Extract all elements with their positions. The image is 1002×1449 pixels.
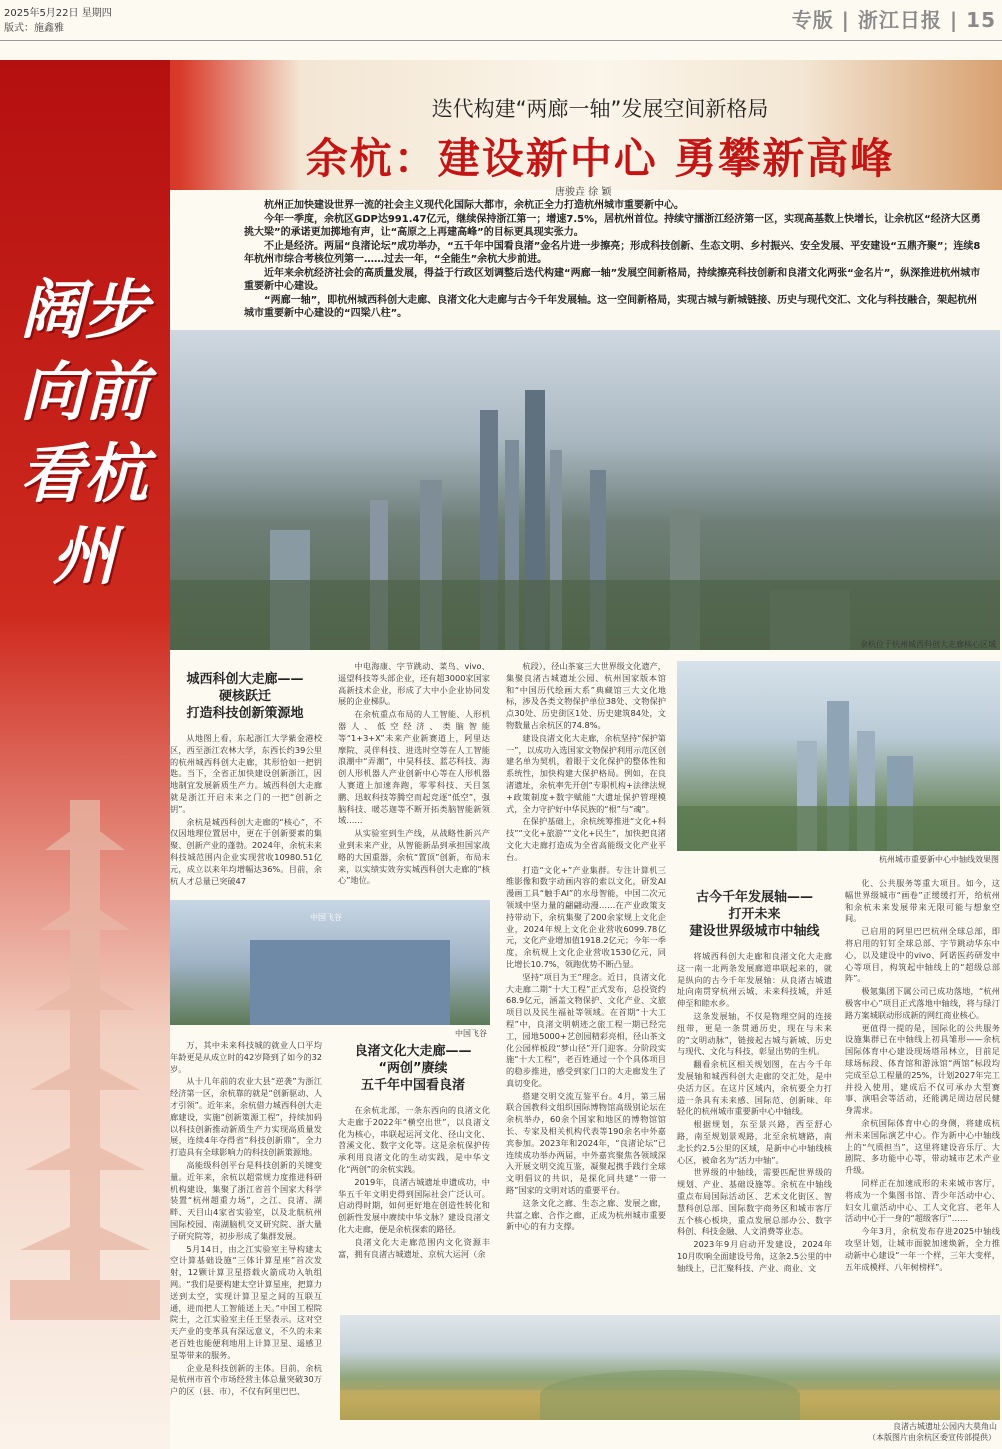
main-city-photo [170,330,1000,650]
bottom-photo-caption: 良渚古城遗址公园内大莫角山 [893,1422,997,1431]
section3-title-line: 建设世界级城市中轴线 [689,924,820,939]
paragraph: 良渚文化大走廊范围内文化资源丰富，拥有良渚古城遗址、京杭大运河（余 [338,1236,490,1259]
section1-title-line: 硬核跃迁 [218,689,271,704]
paragraph: 已启用的阿里巴巴杭州全球总部，即将启用的钉钉全球总部、字节跳动华东中心，以及建设中的vivo、阿诺医药研发中心等项目，构筑起中轴线上的“超级总部阵”。 [845,926,1000,984]
paragraph: 化、公共服务等重大项目。如今，这幅世界级城市“画卷”正缓缓打开，给杭州和余杭未来发展带来无限可能与想象空间。 [845,878,1000,924]
paragraph: 2019年，良渚古城遗址申遗成功，中华五千年文明史得到国际社会广泛认可。启动得时期，如何更好地在创造性转化和创新性发展中赓续中华文脉？建设良渚文化大走廊，便是余杭探索的路径。 [338,1176,490,1234]
paragraph: 今年3月，余杭发布存进2025中轴线攻坚计划，让城市面貌加速焕新，全力推动新中心建设“一年一个样，三年大变样，五年成模样、八年树榜样”。 [845,1226,1000,1272]
section1-column-a [170,733,322,893]
paragraph: 根据规划，东至景兴路，西至舒心路，南至规划景观路，北至余杭塘路，南北长约2.5公里的区域，是新中心中轴线核心区，被命名为“活力中轴”。 [677,1119,832,1165]
flyer-photo-caption: 中国飞谷 [455,1029,487,1038]
paragraph: 余杭国际体育中心的身侧，将建成杭州未来国际演艺中心。作为新中心中轴线上的“气质担当”，这里将建设音乐厅、大剧院、多功能中心等，带动城市艺术产业升级。 [845,1117,1000,1176]
photo-credit: （本版图片由余杭区委宣传部提供） [868,1433,996,1442]
paragraph: 这条文化之廊、生态之廊、发展之廊，共富之廊、合作之廊，正成为杭州城市重要新中心的有力支撑。 [506,1197,666,1232]
paragraph: 在余杭北部，一条东西向的良渚文化大走廊于2022年“横空出世”，以良渚文化为核心，串联起运河文化、径山文化、苕溪文化、数字文化等。这是余杭保护传承利用良渚文化的生动实践，是中华文化“两创”的余杭实践。 [338,1105,490,1174]
kicker-headline: 迭代构建“两廊一轴”发展空间新格局 [431,97,769,121]
paragraph: 余杭是城西科创大走廊的“核心”，不仅因地理位置居中，更在于创新要素的集聚、创新产业的蓬勃。2024年，余杭未来科技城范围内企业实现营收10980.51亿元，成立以来年均增幅达36%。目前，余杭人才总量已突破47 [170,816,322,886]
paragraph: 搭建交明交流互鉴平台。4月，第三届联合国教科文组织国际博物馆高级别论坛在余杭举办，60余个国家和地区的博物馆馆长、专家及相关机构代表等190余名中外嘉宾参加。2023年和2024年，“良渚论坛”已连续成功举办两届，中外嘉宾聚焦各领域深入开展文明交流互鉴，凝聚起携手践行全球文明倡议的共识，是探化同共建“一带一路”国家的文明对话的重要平台。 [506,1090,666,1196]
pagoda-illustration [10,760,160,1320]
paragraph: 5月14日，由之江实验室主导构建太空计算基础设施“三体计算星座”首次发射，12颗计算卫星搭载火箭成功入轨组网。“我们是要构建太空计算星座，把算力送到太空，实现计算卫星之间的互联互通，进而把人工智能送上天。”中国工程院院士，之江实验室主任王坚表示。这对空天产业的变革具有深远意义，不久的未来老百姓也能便利地用上计算卫星、遥感卫星等带来的服务。 [170,1243,322,1360]
paragraph: 从实验室到生产线，从战略性新兴产业到未来产业，从智能新品到承担国家战略的大国重器，余杭“置顶”创新，布局未来，以实绩实效夯实城西科创大走廊的“核心”地位。 [338,828,490,886]
paragraph: 企业是科技创新的主体。目前，余杭是杭州市首个市场经营主体总量突破30万户的区（县、市），不仅有阿里巴巴、 [170,1362,322,1397]
paragraph: 杭段），径山茶宴三大世界级文化遗产，集聚良渚古城遗址公园、杭州国家版本馆和“中国历代绘画大系”典藏馆三大文化地标，涉及各类文物保护单位38处、文物保护点30处、历史街区1处、历史建筑84处，文物数量占余杭区的74.8%。 [506,661,666,730]
paragraph: 高能级科创平台是科技创新的关键变量。近年来，余杭以超常规力度推进科研机构建设，集聚了浙江省首个国家大科学装置“杭州超重力场”，之江、良渚、湖畔、天目山4家省实验室，以及北航杭州国际校园、南湖脑机交叉研究院、浙大量子研究院等，初步形成了集群发展。 [170,1159,322,1241]
paragraph: 同样正在加速成形的未来城市客厅，将成为一个集图书馆、青少年活动中心、妇女儿童活动中心、工人文化宫、老年人活动中心于一身的“超级客厅”…… [845,1177,1000,1224]
main-headline: 余杭：建设新中心 勇攀新高峰 [305,134,895,183]
section2-title [338,1043,488,1094]
paragraph: 翻看余杭区相关规划图，在古今千年发展轴和城西科创大走廊的交汇处，是中央活力区。在这片区域内，余杭要全力打造一条具有未来感、国际范、创新味、年轻化的杭州城市重要新中心中轴线。 [677,1059,832,1117]
paragraph: 极氪集团下属公司已成功落地，“杭州极客中心”项目正式落地中轴线，将与绿汀路方案城联动形成新的网红商业核心。 [845,986,1000,1020]
building-sign: 中国飞谷 [310,913,342,922]
intro-text [244,199,984,321]
paragraph: 从十几年前的农业大县“逆袭”为浙江经济第一区，余杭靠的就是“创新驱动、人才引领”。近年来，余杭借力城西科创大走廊建设，实施“创新策源工程”，持续加码以科技创新推动新质生产力实现高质量发展，连续4年夺得省“科技创新鼎”，全力打造具有全球影响力的科技创新策源地。 [170,1076,322,1158]
section3-column-b [845,878,1000,1308]
page-header-right: 专版 | 浙江日报 | 15 [791,8,996,32]
byline: 唐骏垚 徐 颖 [555,187,612,198]
section2-title-line: “两创”赓续 [378,1061,448,1076]
section2-title-line: 良渚文化大走廊—— [354,1044,472,1059]
intro-paragraph: 近年来余杭经济社会的高质量发展，得益于行政区划调整后迭代构建“两廊一轴”发展空间新格局，持续擦亮科技创新和良渚文化两张“金名片”，纵深推进杭州城市重要新中心建设。 [244,267,981,292]
header-divider [0,40,1002,41]
liangzhu-landscape-photo [340,1315,1000,1420]
section3-title-line: 打开未来 [728,907,781,922]
main-photo-caption: 余杭位于杭州城西科创大走廊核心区域 [860,640,996,649]
paragraph: 打造“文化+”产业集群。专注计算机三维影像和数字动画内容的索以文化，研发AI漫画工具“触手AI”的水母智能，中国二次元领域中坚力量的翩翩动漫……在产业政策支持带动下，余杭集聚了200余家规上文化企业，2024年规上文化企业营收6099.78亿元，文化产业增加值1918.2亿元；今年一季度，余杭规上文化企业营收1530亿元，同比增长10.7%，领跑优势不断凸显。 [506,864,666,969]
section1-column-c [170,1040,322,1397]
paragraph: 中电海康、字节跳动、菜鸟、vivo、遥望科技等头部企业，还有超3000家国家高新技术企业，形成了大中小企业协同发展的企业梯队。 [338,661,490,707]
flyer-building-photo [170,900,490,1025]
paragraph: 在余杭重点布局的人工智能、人形机器人、低空经济、类脑智能等“1+3+X”未来产业新赛道上，阿里达摩院、灵伴科技、进选时空等在人工智能浪潮中“弄潮”，中昊科技、蓝芯科技、海创人形机器人产业创新中心等在人形机器人赛道上加速奔跑，零零科技、天目氢鹏、迅蚁科技等腾空而起竞逐“低空”，强脑科技、暖芯迦等不断开拓类脑智能新领域…… [338,709,490,826]
intro-paragraph: “两廊一轴”，即杭州城西科创大走廊、良渚文化大走廊与古今千年发展轴。这一空间新格局，实现古城与新城链接、历史与现代交汇、文化与科技融合，架起杭州城市重要新中心建设的“四梁八柱”。 [244,294,978,319]
paragraph: 万，其中未来科技城的就业人口平均年龄更是从成立时的42岁降到了如今的32岁。 [170,1040,322,1074]
paragraph: 坚持“项目为王”理念。近日，良渚文化大走廊二期“十大工程”正式发布，总投资约68.9亿元，涵盖文物保护、文化产业、文旅项目以及民生福祉等领域。在首期“十大工程”中，良渚文明朝迹之旅工程一期已经完工，园地5000+艺创园精彩亮相，径山茶文化公园样板段“梦山径”开门迎客。分阶段实施“十大工程”，老百姓通过一个个具体项目的稳步推进，感受到家门口的大走廊发生了真切变化。 [506,971,666,1088]
paragraph: 更值得一提的是，国际化的公共服务设施集群已在中轴线上初具雏形——余杭国际体育中心建设现场塔吊林立，目前足球场标段、体育馆和游泳馆“两馆”标段均完成至总工程量的25%，计划2027年完工并投入使用，建成后不仅可承办大型赛事、演唱会等活动，还能满足周边居民健身需求。 [845,1022,1000,1116]
section1-title-line: 打造科技创新策源地 [186,706,304,721]
paragraph: 在保护基础上，余杭统筹推进“文化+科技”“文化+旅游”“文化+民生”，加快把良渚文化大走廊打造成为全省高能级文化产业平台。 [506,816,666,862]
paragraph: 世界级的中轴线，需要匹配世界级的规划、产业、基础设施等。余杭在中轴线重点布局国际活动区、艺术文化街区、智慧科创总部、国际数字商务区和城市客厅五个核心板块，重点发展总部办公、数字科创、科技金融、人文消费等业态。 [677,1167,832,1237]
section2-column-b [338,1105,490,1310]
paragraph: 将城西科创大走廊和良渚文化大走廊这一南一北两条发展廊道串联起来的，就是纵向的古今千年发展轴：从良渚古城遗址向南贯穿杭州云城、未来科技城，并延伸至和睦水乡。 [677,951,832,1009]
intro-paragraph: 不止是经济。两届“良渚论坛”成功举办，“五千年中国看良渚”金名片进一步擦亮；形成科技创新、生态文明、乡村振兴、安全发展、平安建设“五鼎齐聚”；连续8年杭州市综合考核位列第一……过去一年，“全能生”余杭大步前进。 [244,240,981,265]
paragraph: 建设良渚文化大走廊，余杭坚持“保护第一”，以成功入选国家文物保护利用示范区创建名单为契机，着眼于文化保护的整体性和系统性，加快构建大保护格局。例如，在良渚遗址，余杭率先开创“专职机构+法律法规+政策制度+数字赋能”大遗址保护管理模式，全力守护好中华民族的“根”与“魂”。 [506,732,666,814]
intro-paragraph: 今年一季度，余杭区GDP达991.47亿元，继续保持浙江第一；增速7.5%，居杭州首位。持续守擂浙江经济第一区，实现高基数上快增长，让余杭区“经济大区勇挑大梁”的承诺更加掷地有声，让“高原之上再建高峰”的目标更具现实张力。 [244,213,981,238]
section3-title-line: 古今千年发展轴—— [695,890,813,905]
axis-rendering-photo [677,661,1000,851]
paragraph: 这条发展轴，不仅是物理空间的连接纽带，更是一条贯通历史，现在与未来的“文明动脉”，链接起古城与新城、历史与现代、文化与科技，彰显出势的生机。 [677,1010,832,1057]
paragraph: 从地图上看，东起浙江大学紫金港校区，西至浙江农林大学，东西长约39公里的杭州城西科创大走廊，其形恰如一把钥匙。当下，全省正加快建设创新浙江，因地制宜发展新质生产力。城西科创大走廊就是浙江开启未来之门的一把“创新之钥”。 [170,733,322,814]
axis-photo-caption: 杭州城市重要新中心中轴线效果图 [879,855,999,864]
section1-title-line: 城西科创大走廊—— [186,672,304,687]
date-line: 2025年5月22日 星期四 [4,8,112,19]
paragraph: 2023年9月启动开发建设，2024年10月吹响全面建设号角，这条2.5公里的中轴线上，已汇聚科技、产业、商业、文 [677,1239,832,1273]
intro-paragraph: 杭州正加快建设世界一流的社会主义现代化国际大都市，余杭正全力打造杭州城市重要新中心。 [264,200,684,211]
section1-title [170,671,320,722]
section3-title [677,889,832,940]
section3-column-a [677,951,832,1308]
section2-column-a [506,661,666,1311]
section2-title-line: 五千年中国看良渚 [360,1078,465,1093]
section1-column-b [338,661,490,893]
page-header-left [4,6,112,36]
editor-line: 版式：施鑫雅 [4,23,64,34]
vertical-slogan: 阔步向前看杭州 [20,273,148,594]
